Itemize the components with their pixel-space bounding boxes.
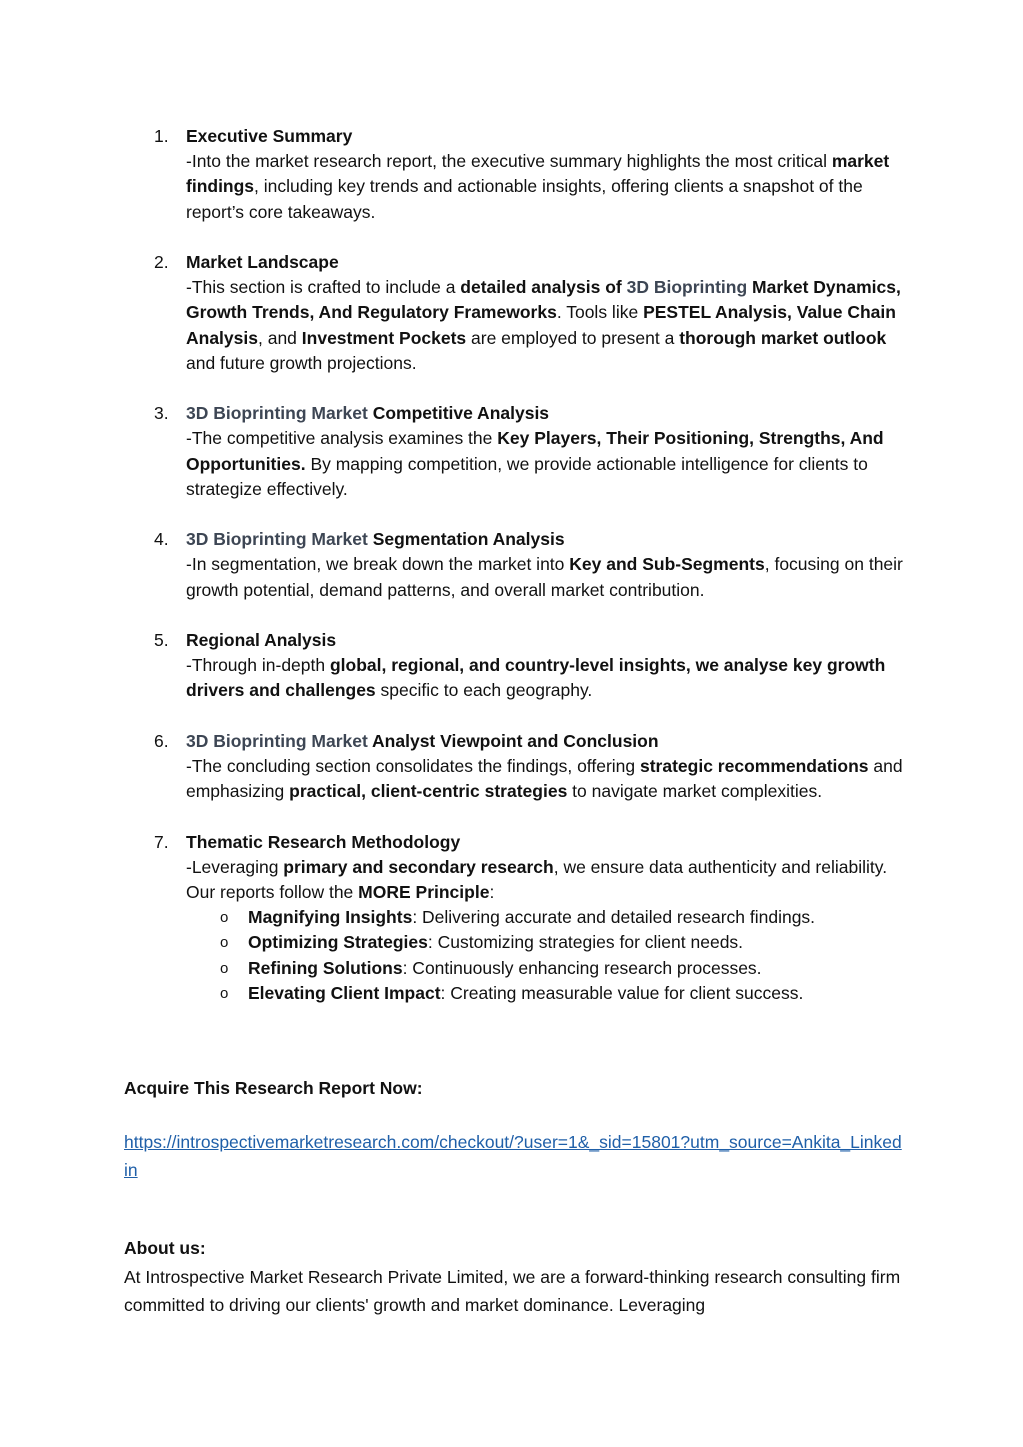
body-text: specific to each geography. — [375, 680, 593, 701]
about-paragraph: At Introspective Market Research Private Limited, we are a forward-thinking research consulting firm committed to driving our clients' growth and market dominance. Leveraging — [124, 1267, 901, 1315]
section-number: 1. — [154, 126, 169, 146]
bullet-marker: o — [220, 984, 229, 1002]
bold-text: thorough market outlook — [679, 327, 887, 348]
principle-text — [186, 981, 914, 1006]
body-text: . Tools like — [556, 302, 644, 323]
section-list — [124, 124, 914, 1031]
bullet-marker: o — [220, 909, 229, 927]
section-item — [124, 527, 914, 603]
section-title-text: Segmentation Analysis — [367, 529, 565, 550]
section-number: 6. — [154, 730, 169, 751]
section-item — [124, 124, 914, 225]
section-number: 7. — [154, 831, 169, 852]
body-text: , we ensure data authenticity and reliability. Our reports follow the — [186, 856, 888, 902]
bold-text: market findings — [186, 151, 890, 197]
body-text: to navigate market complexities. — [567, 781, 823, 802]
principle-desc: : Customizing strategies for client needs. — [427, 932, 744, 953]
section-title-highlight: 3D Bioprinting Market — [186, 403, 368, 424]
section-title-text: Regional Analysis — [186, 630, 337, 650]
principle-term: Optimizing Strategies — [248, 932, 428, 953]
section-number: 4. — [154, 529, 169, 550]
bold-text: Key and Sub-Segments — [569, 554, 765, 575]
principle-desc: : Continuously enhancing research processes. — [402, 957, 762, 978]
bold-text: PESTEL Analysis, Value Chain Analysis — [186, 302, 896, 348]
section-title — [186, 527, 914, 552]
bold-text: Market Dynamics, Growth Trends, And Regulatory Frameworks — [186, 277, 901, 323]
bold-text: practical, client-centric strategies — [289, 781, 568, 802]
section-title — [186, 250, 914, 275]
body-text: -Through in-depth — [186, 655, 330, 676]
body-text: are employed to present a — [466, 327, 680, 348]
principle-text — [186, 930, 914, 955]
principle-item — [124, 981, 914, 1006]
section-title — [186, 729, 914, 754]
section-body — [186, 754, 914, 804]
section-item — [124, 628, 914, 704]
body-text: and future growth projections. — [186, 352, 417, 373]
section-number: 3. — [154, 403, 169, 424]
section-title-text: Competitive Analysis — [367, 403, 550, 424]
principle-item — [124, 956, 914, 981]
section-title — [186, 401, 914, 426]
principle-list — [186, 905, 914, 1006]
body-text: , focusing on their growth potential, demand patterns, and overall market contribution. — [186, 554, 903, 600]
bold-text: global, regional, and country-level insights, we analyse key growth drivers and challenges — [186, 655, 886, 701]
section-body — [186, 552, 914, 602]
body-text: : — [489, 882, 495, 902]
section-item — [124, 250, 914, 376]
body-text: -The concluding section consolidates the findings, offering — [186, 756, 640, 776]
section-title-text: Analyst Viewpoint and Conclusion — [367, 730, 659, 751]
body-text: -This section is crafted to include a — [186, 277, 461, 298]
bullet-marker: o — [220, 959, 229, 977]
body-text: -In segmentation, we break down the market into — [186, 554, 570, 575]
section-number: 5. — [154, 630, 169, 650]
body-text: -Leveraging — [186, 856, 284, 877]
body-text: and emphasizing — [186, 756, 903, 802]
body-text: , and — [257, 327, 302, 348]
bold-text: Investment Pockets — [301, 327, 467, 348]
principle-text — [186, 956, 914, 981]
section-body — [186, 275, 914, 376]
highlight-text: 3D Bioprinting — [626, 277, 748, 298]
principle-desc: : Delivering accurate and detailed research findings. — [412, 907, 816, 928]
section-title — [186, 124, 914, 149]
bullet-marker: o — [220, 934, 229, 952]
body-text: , including key trends and actionable insights, offering clients a snapshot of the report’s core takeaways. — [186, 176, 863, 222]
principle-term: Refining Solutions — [248, 957, 403, 978]
section-title-text: Market Landscape — [186, 252, 339, 272]
body-text: -Into the market research report, the executive summary highlights the most critical — [186, 151, 832, 172]
section-body — [186, 426, 914, 502]
principle-item — [124, 930, 914, 955]
acquire-heading: Acquire This Research Report Now: — [124, 1078, 423, 1098]
bold-text: detailed analysis of — [460, 277, 627, 298]
section-body — [186, 653, 914, 703]
principle-item — [124, 905, 914, 930]
about-heading: About us: — [124, 1238, 206, 1258]
section-title — [186, 628, 914, 653]
section-title-highlight: 3D Bioprinting Market — [186, 730, 368, 751]
section-title-text: Executive Summary — [186, 126, 353, 146]
principle-term: Magnifying Insights — [248, 907, 413, 928]
body-text: -The competitive analysis examines the — [186, 428, 498, 449]
principle-desc: : Creating measurable value for client success. — [440, 982, 804, 1003]
section-body — [186, 855, 914, 905]
section-title-highlight: 3D Bioprinting Market — [186, 529, 368, 550]
principle-text — [186, 905, 914, 930]
bold-text: primary and secondary research — [283, 856, 554, 877]
bold-text: Key Players, Their Positioning, Strengths, And Opportunities. — [186, 428, 884, 474]
section-item — [124, 830, 914, 1006]
bold-text: strategic recommendations — [639, 756, 869, 776]
section-number: 2. — [154, 252, 169, 272]
section-title — [186, 830, 914, 855]
bold-text: MORE Principle — [358, 882, 490, 902]
section-item — [124, 401, 914, 502]
checkout-link[interactable]: https://introspectivemarketresearch.com/checkout/?user=1&_sid=15801?utm_source=Ankita_Linkedin — [124, 1132, 902, 1180]
section-item — [124, 729, 914, 805]
section-title-text: Thematic Research Methodology — [186, 831, 461, 852]
section-body — [186, 149, 914, 225]
principle-term: Elevating Client Impact — [248, 982, 441, 1003]
body-text: By mapping competition, we provide actionable intelligence for clients to strategize effectively. — [186, 453, 868, 499]
